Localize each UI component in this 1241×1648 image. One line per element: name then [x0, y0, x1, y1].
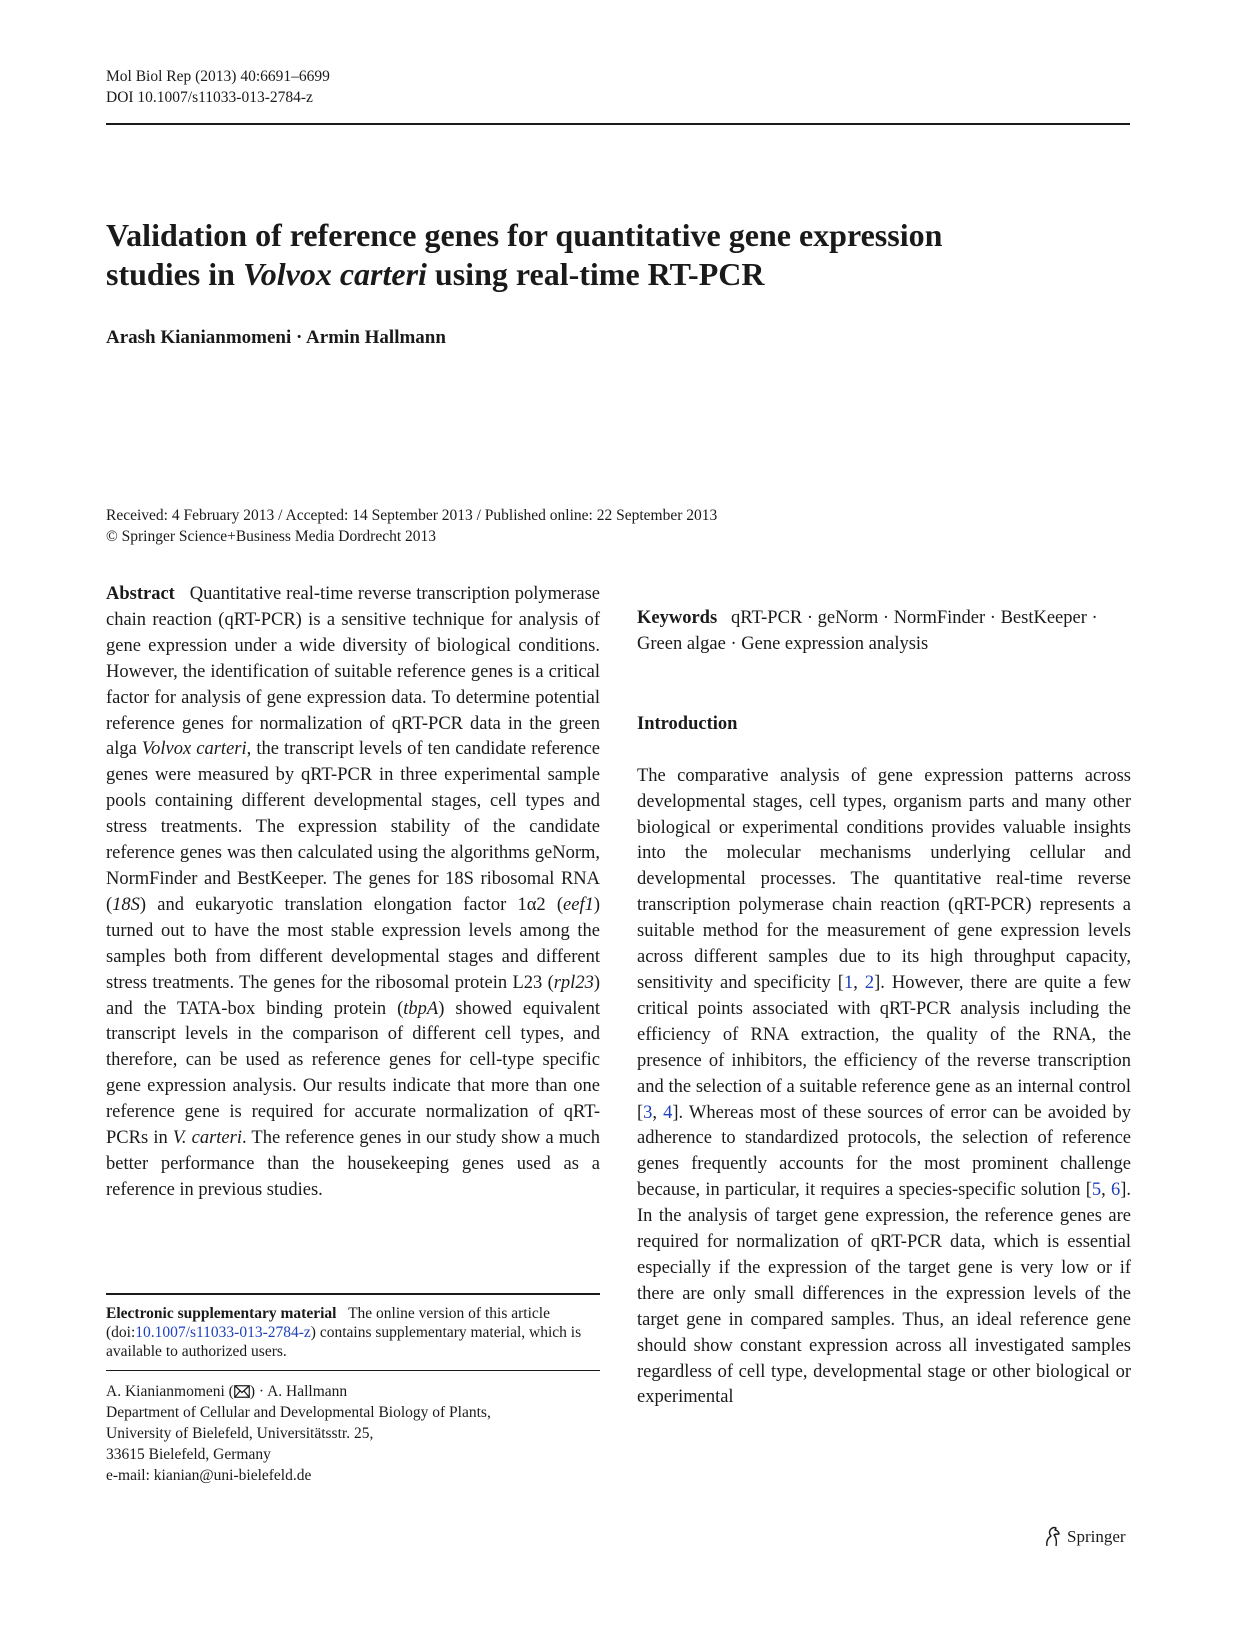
affiliation-university: University of Bielefeld, Universitätsstr. 25,	[106, 1425, 374, 1442]
supplementary-label: Electronic supplementary material	[106, 1305, 337, 1322]
citation-link[interactable]: 1	[843, 972, 854, 993]
publisher-mark	[1042, 1526, 1126, 1548]
journal-doi: DOI 10.1007/s11033-013-2784-z	[106, 89, 313, 106]
paper-title: Validation of reference genes for quantitative gene expression studies in Volvox carteri using real-time RT-PCR	[106, 217, 943, 292]
affiliation-email: e-mail: kianian@uni-bielefeld.de	[106, 1467, 312, 1484]
citation-link[interactable]: 2	[864, 972, 875, 993]
citation-link[interactable]: 5	[1091, 1180, 1102, 1201]
affiliation-names: A. Kianianmomeni ( ) · A. Hallmann	[106, 1383, 348, 1400]
keywords-list: qRT-PCR · geNorm · NormFinder · BestKeeper · Green algae · Gene expression analysis	[637, 608, 1098, 654]
publisher-name: Springer	[1067, 1527, 1126, 1546]
envelope-icon	[234, 1385, 250, 1398]
footnote-rule	[106, 1293, 600, 1295]
abstract-column-left	[106, 582, 600, 1204]
citation-link[interactable]: 4	[663, 1102, 673, 1123]
supplementary-note: Electronic supplementary material The online version of this article (doi:10.1007/s11033-013-2784-z) contains supplementary material, which is available to authorized users.	[106, 1305, 582, 1360]
affiliation-rule	[106, 1370, 600, 1371]
doi-link[interactable]: 10.1007/s11033-013-2784-z	[135, 1324, 311, 1341]
journal-citation: Mol Biol Rep (2013) 40:6691–6699	[106, 68, 330, 85]
springer-horse-icon	[1042, 1526, 1062, 1548]
abstract-paragraph: Abstract Quantitative real-time reverse transcription polymerase chain reaction (qRT-PCR) is a sensitive technique for analysis of gene expression under a wide diversity of biological conditions. However, the identification of suitable reference genes is a critical factor for analysis of gene expression data. To determine potential reference genes for normalization of qRT-PCR data in the green alga Volvox carteri, the transcript levels of ten candidate reference genes were measured by qRT-PCR in three experimental sample pools containing different developmental stages, cell types and stress treatments. The expression stability of the candidate reference genes was then calculated using the algorithms geNorm, NormFinder and BestKeeper. The genes for 18S ribosomal RNA (18S) and eukaryotic translation elongation factor 1α2 (eef1) turned out to have the most stable expression levels among the samples both from different developmental stages and different stress treatments. The genes for the ribosomal protein L23 (rpl23) and the TATA-box binding protein (tbpA) showed equivalent transcript levels in the comparison of different cell types, and therefore, can be used as reference genes for cell-type specific gene expression analysis. Our results indicate that more than one reference gene is required for accurate normalization of qRT-PCRs in V. carteri. The reference genes in our study show a much better performance than the housekeeping genes used as a reference in previous studies.	[106, 584, 601, 1200]
keywords-label: Keywords	[637, 608, 718, 628]
affiliation-city: 33615 Bielefeld, Germany	[106, 1446, 271, 1463]
affiliation-department: Department of Cellular and Developmental Biology of Plants,	[106, 1404, 491, 1421]
title-line-1: Validation of reference genes for quantitative gene expression	[106, 217, 943, 253]
publication-dates	[106, 505, 717, 547]
introduction-paragraph: The comparative analysis of gene expression patterns across developmental stages, cell types, organism parts and many other biological or experimental conditions provides valuable insights into the molecular mechanisms underlying cellular and developmental processes. The quantitative real-time reverse transcription polymerase chain reaction (qRT-PCR) represents a suitable method for the measurement of gene expression levels across different samples due to its high throughput capacity, sensitivity and specificity [1, 2]. However, there are quite a few critical points associated with qRT-PCR analysis including the efficiency of RNA extraction, the quality of the RNA, the presence of inhibitors, the efficiency of the reverse transcription and the selection of a suitable reference gene as an internal control [3, 4]. Whereas most of these sources of error can be avoided by adherence to standardized protocols, the selection of reference genes frequently accounts for the most prominent challenge because, in particular, it requires a species-specific solution [5, 6]. In the analysis of target gene expression, the reference genes are required for normalization of qRT-PCR data, which is essential especially if the expression of the target gene is very low or if there are only small differences in the expression levels of the target gene in compared samples. Thus, an ideal reference gene should show constant expression across all investigated samples regardless of cell type, developmental stage or other biological or experimental	[637, 765, 1132, 1408]
header-rule	[106, 123, 1130, 125]
copyright: © Springer Science+Business Media Dordrecht 2013	[106, 528, 437, 545]
introduction-heading: Introduction	[637, 713, 738, 734]
history-dates: Received: 4 February 2013 / Accepted: 14 September 2013 / Published online: 22 September 2013	[106, 507, 718, 524]
keywords	[637, 606, 1131, 658]
abstract-label: Abstract	[106, 584, 175, 604]
affiliation	[106, 1381, 600, 1486]
author-list: Arash Kianianmomeni · Armin Hallmann	[106, 327, 446, 348]
citation-link[interactable]: 6	[1110, 1180, 1121, 1201]
title-species: Volvox carteri	[242, 256, 427, 292]
citation-link[interactable]: 3	[643, 1102, 653, 1123]
right-column	[637, 582, 1131, 1411]
journal-info	[106, 66, 330, 108]
